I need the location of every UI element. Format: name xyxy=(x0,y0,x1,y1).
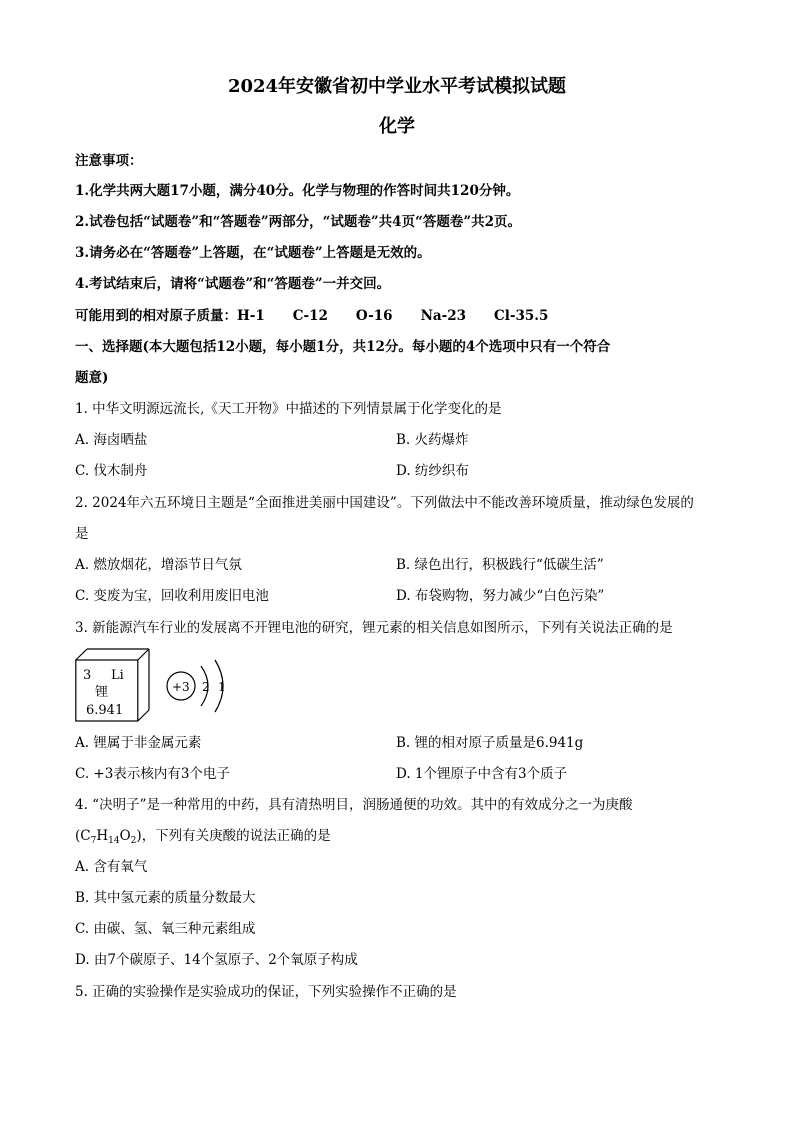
notice-item: 1.化学共两大题17小题，满分40分。化学与物理的作答时间共120分钟。 xyxy=(75,183,520,199)
question-2-option-b: B. 绿色出行，积极践行“低碳生活” xyxy=(396,557,604,573)
question-4-stem-rest: ，下列有关庚酸的说法正确的是 xyxy=(141,828,331,844)
notice-item: 2.试卷包括“试题卷”和“答题卷”两部分，“试题卷”共4页“答题卷”共2页。 xyxy=(75,214,522,230)
formula-o: O xyxy=(119,828,131,844)
question-3-option-c: C. +3表示核内有3个电子 xyxy=(75,766,230,782)
shell-1-electrons: 2 xyxy=(202,680,210,694)
exam-title: 2024年安徽省初中学业水平考试模拟试题 xyxy=(227,76,567,97)
question-5-stem: 5. 正确的实验操作是实验成功的保证，下列实验操作不正确的是 xyxy=(75,984,457,1000)
question-4-option-d: D. 由7个碳原子、14个氢原子、2个氧原子构成 xyxy=(75,952,358,968)
shell-2-electrons: 1 xyxy=(218,680,226,694)
section-heading: 一、选择题(本大题包括12小题，每小题1分，共12分。每小题的4个选项中只有一个符合 xyxy=(75,339,611,355)
formula-c-count: 7 xyxy=(90,836,97,846)
question-4-option-c: C. 由碳、氢、氧三种元素组成 xyxy=(75,921,256,937)
question-1-option-c: C. 伐木制舟 xyxy=(75,463,148,479)
question-2-stem: 2. 2024年六五环境日主题是“全面推进美丽中国建设”。下列做法中不能改善环境质量，推动绿色发展的 xyxy=(75,495,694,511)
question-4-option-a: A. 含有氧气 xyxy=(75,859,148,875)
question-4-stem-cont: $(C_7H_{14}O_2)$，下列有关庚酸的说法正确的是 xyxy=(75,828,331,846)
question-4-stem: 4. “决明子”是一种常用的中药，具有清热明目，润肠通便的功效。其中的有效成分之一为庚酸 xyxy=(75,797,633,813)
question-4-option-b: B. 其中氢元素的质量分数最大 xyxy=(75,890,256,906)
notice-heading: 注意事项： xyxy=(75,153,143,169)
question-3-option-b: B. 锂的相对原子质量是6.941g xyxy=(396,735,584,751)
element-name: 锂 xyxy=(95,685,109,700)
atomic-mass-label: 可能用到的相对原子质量： xyxy=(75,308,237,324)
nucleus-charge: +3 xyxy=(172,680,190,694)
formula-c: C xyxy=(80,828,91,844)
question-2-option-a: A. 燃放烟花，增添节日气氛 xyxy=(75,557,242,573)
lithium-element-figure xyxy=(75,648,265,723)
question-1-stem: 1. 中华文明源远流长,《天工开物》中描述的下列情景属于化学变化的是 xyxy=(75,401,502,417)
element-atomic-number: 3 xyxy=(83,668,92,683)
element-symbol: Li xyxy=(111,668,124,683)
question-2-option-c: C. 变废为宝，回收利用废旧电池 xyxy=(75,588,269,604)
subject-title: 化学 xyxy=(379,116,415,137)
section-heading-cont: 题意) xyxy=(75,370,109,386)
formula-h-count: 14 xyxy=(108,836,120,846)
question-2-option-d: D. 布袋购物，努力减少“白色污染” xyxy=(396,588,605,604)
atomic-mass-value: Cl-35.5 xyxy=(494,308,549,324)
question-3-option-a: A. 锂属于非金属元素 xyxy=(75,735,202,751)
question-3-stem: 3. 新能源汽车行业的发展离不开锂电池的研究，锂元素的相关信息如图所示，下列有关说法正确的是 xyxy=(75,620,673,636)
atomic-mass-value: C-12 xyxy=(292,308,328,324)
notice-item: 4.考试结束后，请将“试题卷”和“答题卷”一并交回。 xyxy=(75,276,391,292)
atomic-mass-value: Na-23 xyxy=(420,308,467,324)
formula-o-count: 2 xyxy=(130,836,137,846)
atomic-mass-line xyxy=(75,307,576,325)
question-1-option-b: B. 火药爆炸 xyxy=(396,432,469,448)
question-1-option-a: A. 海卤晒盐 xyxy=(75,432,148,448)
formula-h: H xyxy=(96,828,109,844)
question-2-stem-cont: 是 xyxy=(75,526,89,542)
question-1-option-d: D. 纺纱织布 xyxy=(396,463,469,479)
element-atomic-mass: 6.941 xyxy=(86,703,124,718)
notice-item: 3.请务必在“答题卷”上答题，在“试题卷”上答题是无效的。 xyxy=(75,245,431,261)
atomic-mass-value: H-1 xyxy=(237,308,265,324)
question-3-option-d: D. 1个锂原子中含有3个质子 xyxy=(396,766,568,782)
atomic-mass-value: O-16 xyxy=(355,308,393,324)
